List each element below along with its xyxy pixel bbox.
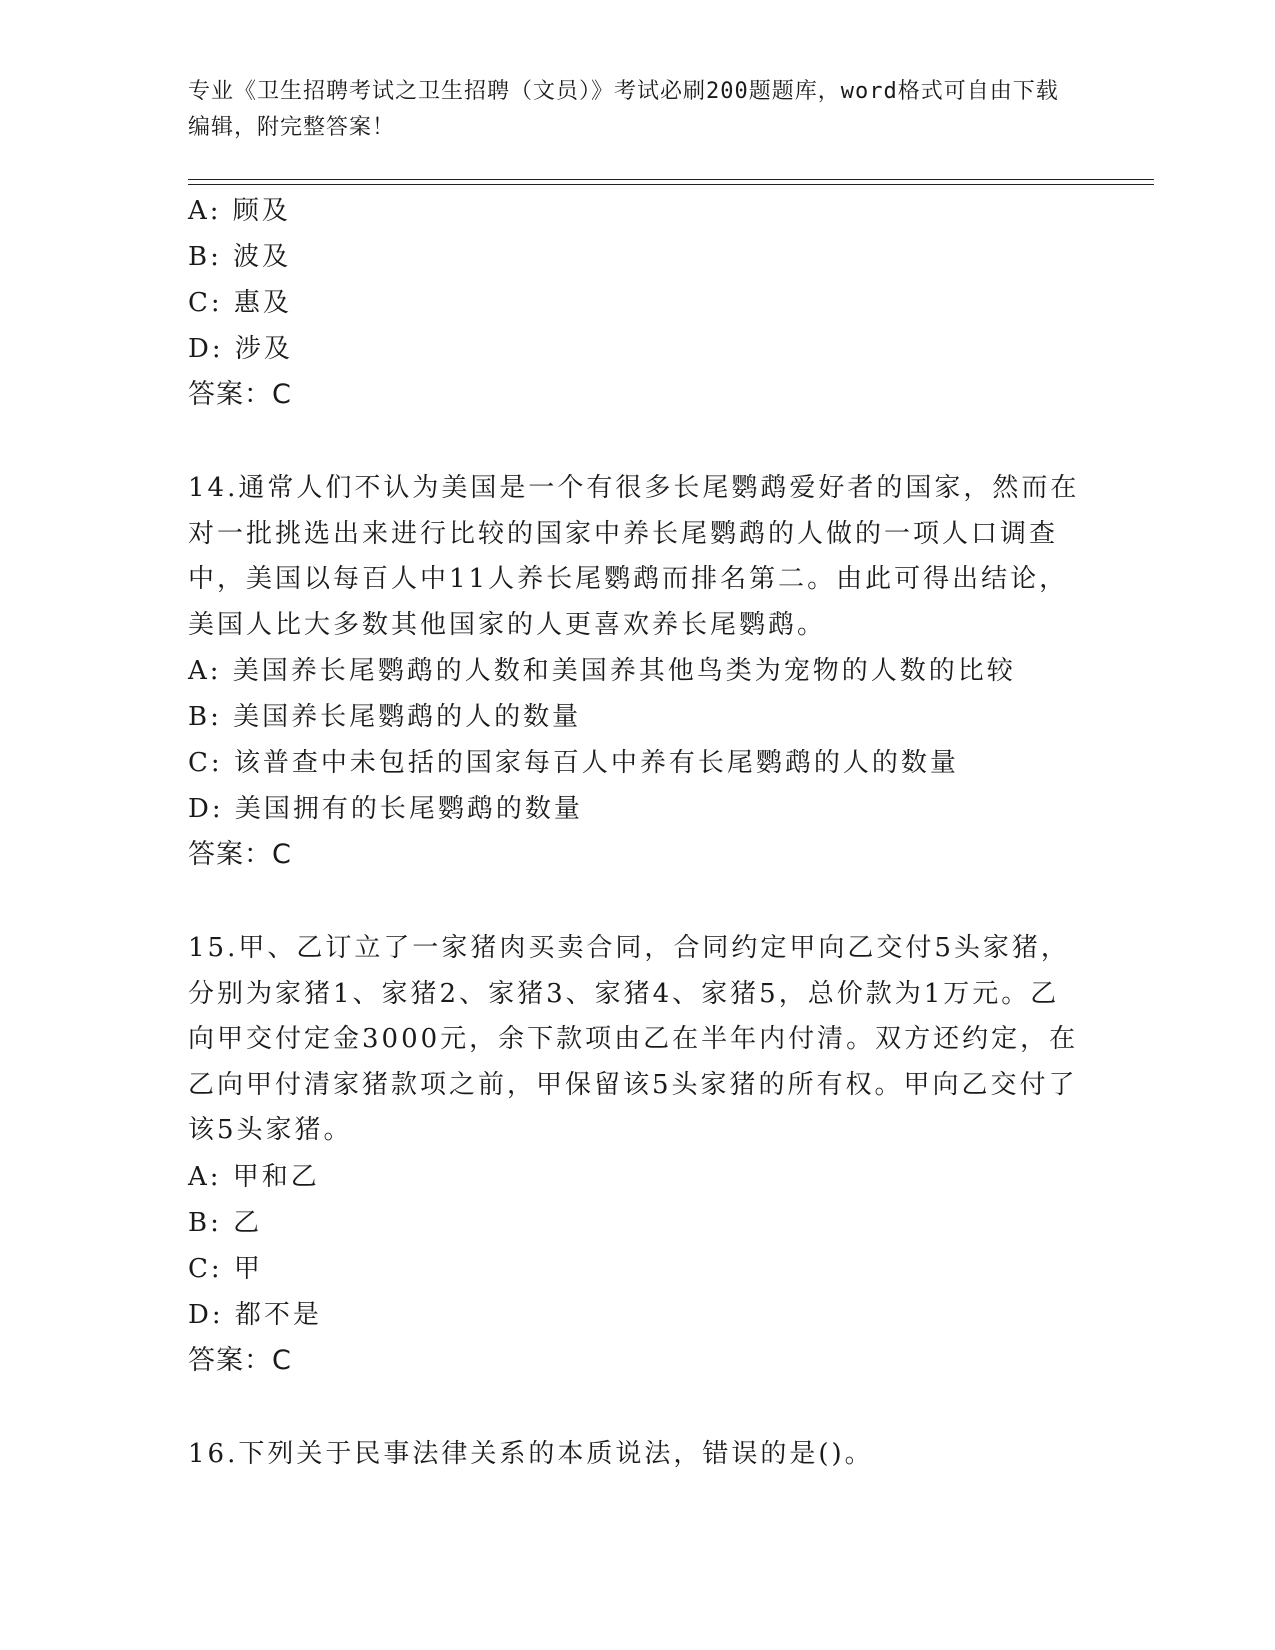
q14-option-c: C: 该普查中未包括的国家每百人中养有长尾鹦鹉的人的数量 [188,748,959,778]
q15-stem: 15.甲、乙订立了一家猪肉买卖合同，合同约定甲向乙交付5头家猪，分别为家猪1、家猪2、家猪3、家猪4、家猪5，总价款为1万元。乙向甲交付定金3000元，余下款项由乙在半年内付清。双方还约定，在乙向甲付清家猪款项之前，甲保留该5头家猪的所有权。甲向乙交付了该5头家猪。 [188,933,1079,1145]
q15-answer: 答案：C [188,1344,292,1376]
q13-option-a: A: 顾及 [188,196,291,226]
question-15-block [188,926,1088,1384]
q14-option-d: D: 美国拥有的长尾鹦鹉的数量 [188,794,583,824]
q15-option-b: B: 乙 [188,1207,263,1238]
q15-option-a: A: 甲和乙 [188,1161,320,1192]
q16-stem: 16.下列关于民事法律关系的本质说法，错误的是()。 [188,1438,874,1469]
question-13-block [188,188,1088,418]
document-header: 专业《卫生招聘考试之卫生招聘（文员）》考试必刷200题题库，word格式可自由下载编辑，附完整答案！ [188,79,1059,140]
header-divider-top [188,179,1154,180]
spacer [188,1384,1088,1432]
q15-option-d: D: 都不是 [188,1299,322,1330]
q14-option-a: A: 美国养长尾鹦鹉的人数和美国养其他鸟类为宠物的人数的比较 [188,656,1016,686]
q14-answer: 答案：C [188,839,292,870]
question-14-block [188,466,1088,878]
question-16-block [188,1432,1088,1478]
spacer [188,418,1088,466]
q14-stem: 14.通常人们不认为美国是一个有很多长尾鹦鹉爱好者的国家，然而在对一批挑选出来进行比较的国家中养长尾鹦鹉的人做的一项人口调查中，美国以每百人中11人养长尾鹦鹉而排名第二。由此可得出结论，美国人比大多数其他国家的人更喜欢养长尾鹦鹉。 [188,473,1080,640]
question-list [188,188,1088,1477]
q13-option-c: C: 惠及 [188,288,292,318]
q15-option-c: C: 甲 [188,1253,263,1284]
q13-answer: 答案：C [188,379,292,410]
spacer [188,878,1088,926]
q13-option-d: D: 涉及 [188,334,293,364]
header-divider-bottom [188,184,1154,185]
q13-option-b: B: 波及 [188,242,292,272]
q14-option-b: B: 美国养长尾鹦鹉的人的数量 [188,702,582,732]
